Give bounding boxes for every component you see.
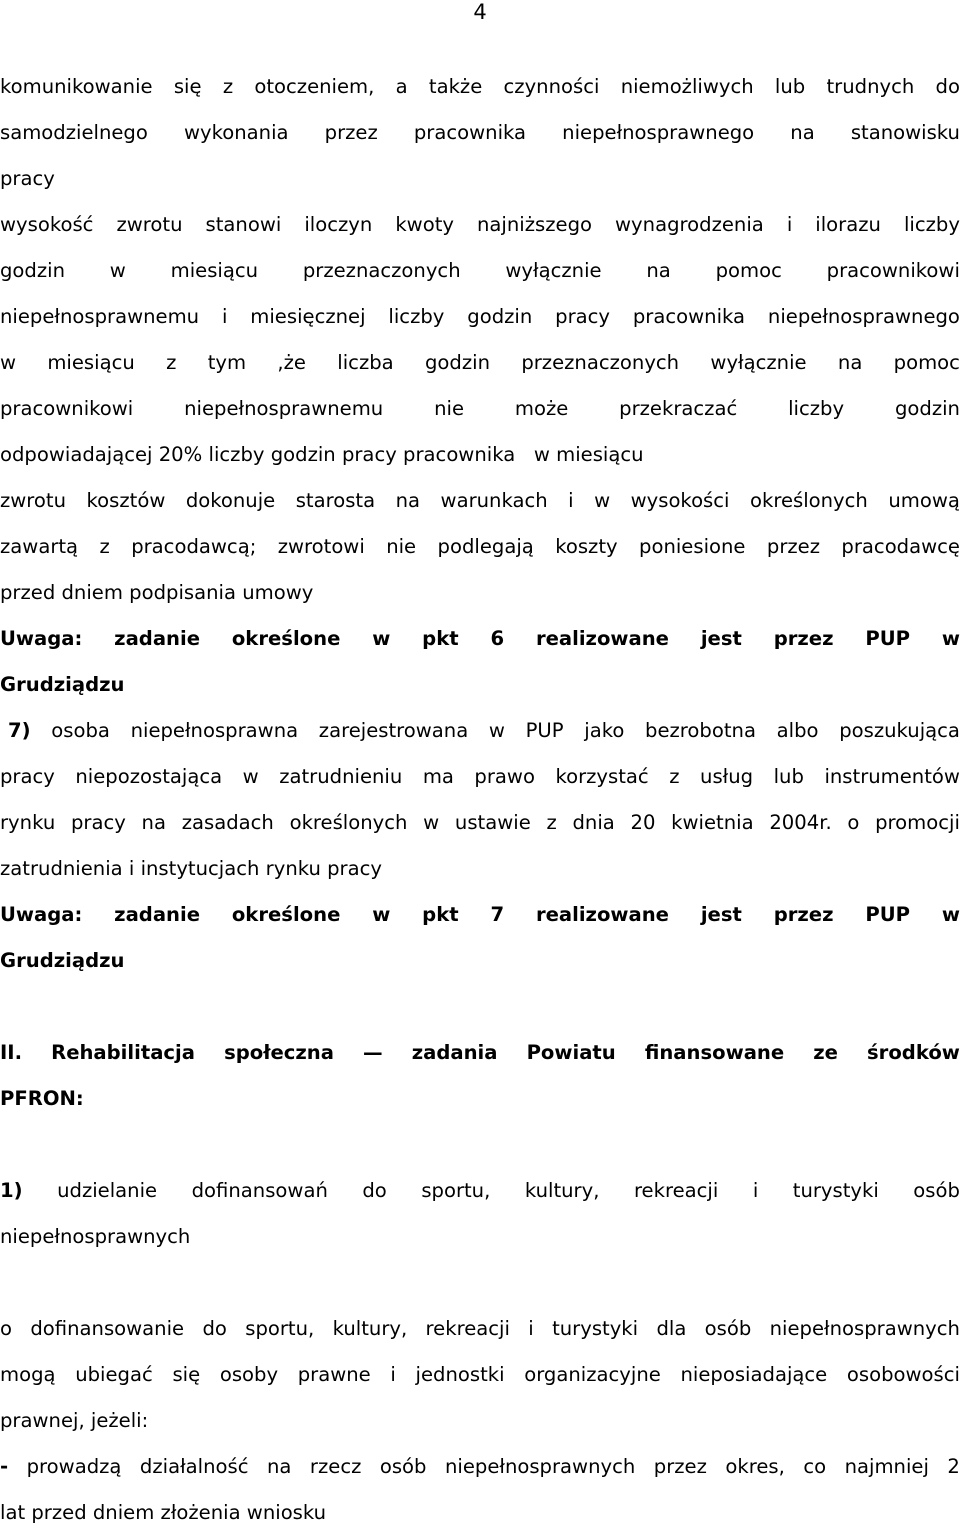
word: pomoc [715, 259, 782, 282]
word: koszty [555, 535, 618, 558]
word: pracodawcą; [131, 535, 257, 558]
word: lub [774, 75, 806, 98]
word: może [514, 397, 569, 420]
word: kultury, [524, 1179, 600, 1202]
word: nieposiadające [680, 1363, 828, 1386]
word: 20 [630, 811, 656, 834]
word: także [428, 75, 483, 98]
word: przez [653, 1455, 707, 1478]
word: w [109, 259, 126, 282]
word: usług [700, 765, 754, 788]
line-2-2 [0, 248, 960, 294]
word: najmniej [844, 1455, 929, 1478]
word: jako [584, 719, 625, 742]
word: kwoty [395, 213, 454, 236]
word: pracy [0, 765, 55, 788]
word: zadanie [114, 627, 200, 650]
word: określone [231, 627, 341, 650]
word: godzin [424, 351, 490, 374]
word: osób [704, 1317, 752, 1340]
word: kultury, [332, 1317, 408, 1340]
word: kosztów [86, 489, 166, 512]
word: najniższego [477, 213, 592, 236]
document-body [0, 64, 960, 1536]
word: jednostki [415, 1363, 505, 1386]
word: się [172, 1363, 201, 1386]
spacer [0, 1260, 960, 1306]
word: ma [422, 765, 454, 788]
word: prawne [297, 1363, 371, 1386]
word: pracownikowi [826, 259, 960, 282]
word: w [372, 627, 391, 650]
item-7 [0, 708, 960, 892]
word: lub [773, 765, 804, 788]
word: udzielanie [57, 1179, 158, 1202]
word: pkt [422, 627, 459, 650]
line-2-4 [0, 340, 960, 386]
word: — [363, 1041, 383, 1064]
word: rekreacji [633, 1179, 719, 1202]
word: Powiatu [526, 1041, 616, 1064]
word: czynności [503, 75, 600, 98]
note-pkt-6 [0, 616, 960, 708]
word: podlegają [437, 535, 534, 558]
word: na [837, 351, 863, 374]
word: tym [207, 351, 247, 374]
word: pracownikowi [0, 397, 134, 420]
word: niepełnosprawnemu [0, 305, 200, 328]
word: sportu, [245, 1317, 315, 1340]
word: i [390, 1363, 396, 1386]
line-3-2 [0, 524, 960, 570]
note-7-line-2: Grudziądzu [0, 949, 125, 972]
item-1-line-1 [0, 1168, 960, 1214]
line-1-3: pracy [0, 167, 55, 190]
word: realizowane [535, 627, 669, 650]
word: w [941, 903, 960, 926]
word: niepełnosprawnych [769, 1317, 960, 1340]
word: z [546, 811, 557, 834]
line-2-6: odpowiadającej 20% liczby godzin pracy pracownika w miesiącu [0, 443, 644, 466]
word: sportu, [421, 1179, 491, 1202]
bullet-condition [0, 1444, 960, 1536]
word: ,że [277, 351, 306, 374]
word: instrumentów [824, 765, 960, 788]
word: turystyki [552, 1317, 639, 1340]
word: okres, [725, 1455, 785, 1478]
paragraph-communication [0, 64, 960, 202]
word: określone [231, 903, 341, 926]
word: PUP [865, 627, 910, 650]
word: miesiącu [170, 259, 259, 282]
word: niepełnosprawnego [562, 121, 755, 144]
word: liczba [337, 351, 394, 374]
word: zatrudnieniu [279, 765, 403, 788]
word: z [222, 75, 234, 98]
word: rekreacji [425, 1317, 510, 1340]
section-ii-line-2: PFRON: [0, 1087, 84, 1110]
word: komunikowanie [0, 75, 153, 98]
word: niepozostająca [75, 765, 223, 788]
word: trudnych [826, 75, 915, 98]
word: godzin [467, 305, 533, 328]
word: rynku [0, 811, 56, 834]
word: środków [867, 1041, 960, 1064]
word: godzin [0, 259, 66, 282]
word: na [267, 1455, 292, 1478]
word: mogą [0, 1363, 56, 1386]
word: niepełnosprawnych [444, 1455, 636, 1478]
word: dla [656, 1317, 687, 1340]
word: z [99, 535, 110, 558]
word: miesiącu [47, 351, 135, 374]
word: osoba [51, 719, 110, 742]
word: godzin [894, 397, 960, 420]
paragraph-refund-amount [0, 202, 960, 478]
word: osób [913, 1179, 960, 1202]
word: zwrotu [116, 213, 183, 236]
word: o [847, 811, 860, 834]
word: niepełnosprawnego [767, 305, 960, 328]
note-6-line-1 [0, 616, 960, 662]
word: zwrotu [0, 489, 67, 512]
word: w [594, 489, 611, 512]
word: z [166, 351, 177, 374]
word: zawartą [0, 535, 79, 558]
word: pracy [70, 811, 126, 834]
word: pomoc [893, 351, 960, 374]
item-7-line-2 [0, 754, 960, 800]
word: wysokość [0, 213, 94, 236]
word: miesięcznej [250, 305, 366, 328]
word: nie [434, 397, 465, 420]
word: dnia [572, 811, 615, 834]
word: Rehabilitacja [51, 1041, 195, 1064]
word: pracodawcę [841, 535, 960, 558]
word: organizacyjne [524, 1363, 661, 1386]
line-1-2 [0, 110, 960, 156]
bullet-line-1 [0, 1444, 960, 1490]
line-3-3: przed dniem podpisania umowy [0, 581, 314, 604]
word: na [790, 121, 815, 144]
line-1-1 [0, 64, 960, 110]
word: 6 [490, 627, 505, 650]
word: ustawie [454, 811, 531, 834]
word: starosta [295, 489, 376, 512]
word: dofinansowań [191, 1179, 328, 1202]
spacer [0, 1122, 960, 1168]
word: 2 [947, 1455, 960, 1478]
word: korzystać [555, 765, 649, 788]
word: PUP [865, 903, 910, 926]
word: w [488, 719, 505, 742]
item-1-line-2: niepełnosprawnych [0, 1225, 191, 1248]
word: liczby [788, 397, 845, 420]
word: otoczeniem, [254, 75, 375, 98]
word: iloczyn [304, 213, 373, 236]
item-7-number: 7) [8, 719, 31, 742]
word: Uwaga: [0, 903, 83, 926]
word: albo [776, 719, 819, 742]
note-pkt-7 [0, 892, 960, 984]
word: finansowane [644, 1041, 785, 1064]
word: na [141, 811, 166, 834]
item-7-line-3 [0, 800, 960, 846]
line-4-2 [0, 1352, 960, 1398]
word: na [646, 259, 671, 282]
word: i [752, 1179, 759, 1202]
word: i [568, 489, 574, 512]
word: przeznaczonych [521, 351, 680, 374]
word: turystyki [792, 1179, 879, 1202]
word: przekraczać [619, 397, 738, 420]
word: niemożliwych [620, 75, 754, 98]
section-ii-line-1 [0, 1030, 960, 1076]
word: określonych [289, 811, 408, 834]
word: pracownika [413, 121, 527, 144]
word: wynagrodzenia [615, 213, 764, 236]
word: a [395, 75, 408, 98]
line-2-1 [0, 202, 960, 248]
word: poszukująca [839, 719, 960, 742]
word: w [242, 765, 259, 788]
item-1-number: 1) [0, 1179, 23, 1202]
word: w [941, 627, 960, 650]
word: o [0, 1317, 12, 1340]
word: warunkach [440, 489, 548, 512]
word: PUP [525, 719, 564, 742]
bullet-line-2: lat przed dniem złożenia wniosku [0, 1501, 327, 1524]
word: przeznaczonych [302, 259, 461, 282]
word: przez [773, 903, 834, 926]
page-number: 4 [473, 0, 487, 24]
word: II. [0, 1041, 23, 1064]
line-2-3 [0, 294, 960, 340]
word: nie [386, 535, 417, 558]
word: 2004r. [769, 811, 832, 834]
word: kwietnia [671, 811, 754, 834]
word: liczby [903, 213, 960, 236]
word: dokonuje [185, 489, 276, 512]
word: w [423, 811, 440, 834]
word: osób [379, 1455, 427, 1478]
word: wysokości [630, 489, 730, 512]
word: co [803, 1455, 827, 1478]
item-1 [0, 1168, 960, 1260]
word: zwrotowi [277, 535, 365, 558]
word: pkt [422, 903, 459, 926]
word: przez [773, 627, 834, 650]
word: społeczna [224, 1041, 334, 1064]
word: wyłącznie [505, 259, 602, 282]
word: do [935, 75, 960, 98]
spacer [0, 984, 960, 1030]
word: niepełnosprawnemu [184, 397, 384, 420]
word: przez [766, 535, 821, 558]
item-7-line-1 [0, 708, 960, 754]
word: z [669, 765, 680, 788]
paragraph-refund-costs [0, 478, 960, 616]
line-4-3: prawnej, jeżeli: [0, 1409, 149, 1432]
word: bezrobotna [645, 719, 756, 742]
word: w [372, 903, 391, 926]
word: zasadach [181, 811, 274, 834]
line-2-5 [0, 386, 960, 432]
word: pracy [555, 305, 611, 328]
word: wykonania [183, 121, 289, 144]
word: w [0, 351, 17, 374]
section-heading-ii [0, 1030, 960, 1122]
word: przez [324, 121, 378, 144]
line-4-1 [0, 1306, 960, 1352]
word: zarejestrowana [318, 719, 469, 742]
word: prawo [474, 765, 535, 788]
note-6-line-2: Grudziądzu [0, 673, 125, 696]
word: ilorazu [815, 213, 881, 236]
word: określonych [749, 489, 868, 512]
note-7-line-1 [0, 892, 960, 938]
word: promocji [875, 811, 960, 834]
word: Uwaga: [0, 627, 83, 650]
word: ze [813, 1041, 838, 1064]
paragraph-eligibility [0, 1306, 960, 1444]
word: jest [700, 627, 742, 650]
word: pracownika [632, 305, 746, 328]
word: wyłącznie [710, 351, 807, 374]
word: na [395, 489, 421, 512]
word: rzecz [309, 1455, 362, 1478]
bullet-dash: - [0, 1455, 9, 1478]
word: działalność [139, 1455, 249, 1478]
item-7-line-4: zatrudnienia i instytucjach rynku pracy [0, 857, 382, 880]
word: stanowisku [850, 121, 960, 144]
word: i [221, 305, 228, 328]
word: 7 [490, 903, 505, 926]
word: osobowości [846, 1363, 960, 1386]
word: realizowane [535, 903, 669, 926]
word: i [786, 213, 793, 236]
word: ubiegać [75, 1363, 153, 1386]
word: liczby [388, 305, 445, 328]
word: do [202, 1317, 227, 1340]
word: zadanie [114, 903, 200, 926]
word: osoby [219, 1363, 279, 1386]
word: umową [888, 489, 960, 512]
word: prowadzą [26, 1455, 122, 1478]
word: do [362, 1179, 387, 1202]
line-3-1 [0, 478, 960, 524]
word: stanowi [205, 213, 282, 236]
word: dofinansowanie [30, 1317, 185, 1340]
word: się [173, 75, 202, 98]
word: zadania [411, 1041, 498, 1064]
word: poniesione [639, 535, 746, 558]
word: jest [700, 903, 742, 926]
word: niepełnosprawna [130, 719, 299, 742]
word: samodzielnego [0, 121, 148, 144]
word: i [528, 1317, 534, 1340]
